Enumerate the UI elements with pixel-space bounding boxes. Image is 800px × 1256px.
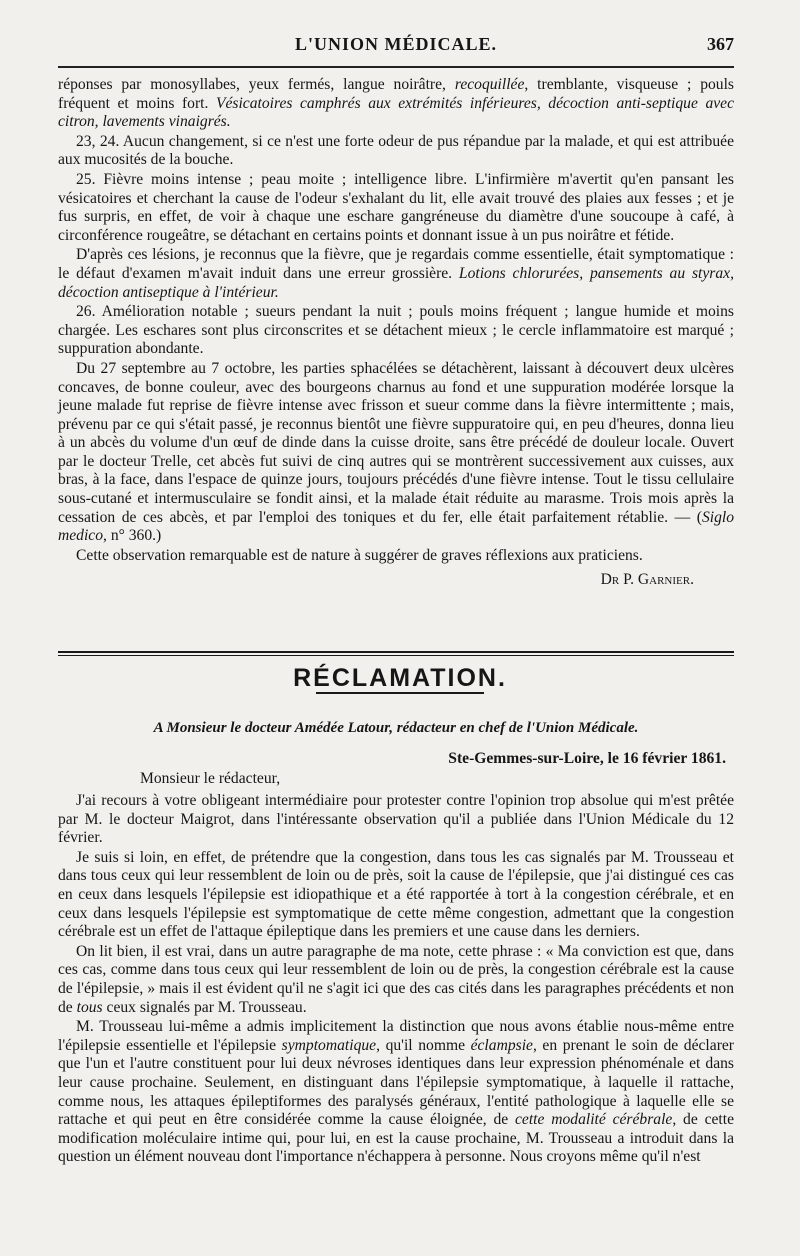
italic-text: cette modalité cérébrale	[514, 1111, 673, 1129]
text-run: , n° 360.)	[103, 527, 162, 545]
italic-text: éclampsie	[470, 1036, 533, 1054]
text-run: , tremblante, visqueuse ; pouls fréquent et moins fort.	[58, 76, 734, 112]
italic-text: tous	[76, 998, 103, 1016]
letter-date: Ste-Gemmes-sur-Loire, le 16 février 1861.	[448, 750, 726, 767]
page-number: 367	[707, 34, 734, 54]
obs-paragraph	[58, 246, 734, 302]
rec-paragraph	[58, 792, 734, 848]
text-run: , en prenant le soin de déclarer que l'un et l'autre constituent pour lui deux névroses identiques dans leur expression phénoménale et dans leur cause prochaine. Seulement, en distinguant dans l'épilepsie symptomatique, à laquelle il rattache, comme nous, les attaques épileptiformes des paralysés généraux, l'entité pathologique à laquelle elle se rattache et qui peut en être considérée comme la cause éloignée, de	[58, 1036, 734, 1129]
italic-text: Vésicatoires camphrés aux extrémités inférieures, décoction anti-septique avec citron, lavements vinaigrés.	[58, 94, 735, 131]
rec-paragraph	[58, 1018, 734, 1167]
obs-paragraph	[58, 133, 734, 170]
text-run: 26. Amélioration notable ; sueurs pendant la nuit ; pouls moins fréquent ; langue humide et moins chargée. Les eschares sont plus circonscrites et se détachent mieux ; le cercle inflammatoire est marqué ; suppuration abondante.	[58, 303, 734, 358]
obs-paragraph	[58, 76, 734, 132]
italic-text: symptomatique	[281, 1036, 377, 1054]
rec-paragraph	[58, 943, 734, 1017]
observation-text	[58, 76, 734, 590]
text-run: Cette observation remarquable est de nature à suggérer de graves réflexions aux praticiens.	[76, 546, 643, 564]
text-run: 25. Fièvre moins intense ; peau moite ; intelligence libre. L'infirmière m'avertit qu'en pansant les vésicatoires et cherchant la cause de l'odeur s'exhalant du lit, elle avait trouvé des plaies aux fesses ; et je fus surpris, en effet, de voir à chaque une eschare gangréneuse du diamètre d'une soucoupe à café, à circonférence rougeâtre, se détachant en certains points et donnant issue à un pus noirâtre et fétide.	[58, 170, 734, 244]
text-run: 23, 24. Aucun changement, si ce n'est une forte odeur de pus répandue par la malade, et qui est attribuée aux mucosités de la bouche.	[58, 132, 734, 169]
page-header	[56, 34, 736, 60]
text-run: ceux signalés par M. Trousseau.	[102, 998, 307, 1016]
reclamation-text	[58, 792, 734, 1167]
letter-address: A Monsieur le docteur Amédée Latour, rédacteur en chef de l'Union Médicale.	[153, 720, 639, 736]
author-signature: Dr P. Garnier.	[600, 571, 694, 589]
text-run: Je suis si loin, en effet, de prétendre que la congestion, dans tous les cas signalés par M. Trousseau et dans tous ceux qui leur ressemblent de loin ou de près, soit la cause de l'épilepsie, que j'ai distingué ces cas en ceux dans lesquels l'épilepsie est idiopathique et a été rapportée à tort à la congestion cérébrale, et en ceux dans lesquels l'épilepsie est symptomatique de cette même congestion, admettant que la congestion cérébrale est un effet de l'attaque épileptique dans les premiers et une cause dans les derniers.	[58, 848, 734, 941]
text-run: réponses par monosyllabes, yeux fermés, langue noirâtre,	[58, 76, 455, 93]
text-run: D'après ces lésions, je reconnus que la fièvre, que je regardais comme essentielle, était symptomatique : le défaut d'examen m'avait induit dans une erreur grossière.	[58, 246, 734, 282]
italic-text: Siglo medico	[58, 508, 734, 545]
text-run: , qu'il nomme	[376, 1036, 471, 1054]
text-run: , de cette modification moléculaire intime qui, pour lui, en est la cause prochaine, M. Trousseau a introduit dans la question un élément nouveau dont l'importance n'échappera à personne. Nous croyons même qu'il n'est	[58, 1111, 734, 1166]
section-title: RÉCLAMATION.	[293, 664, 507, 692]
obs-paragraph	[58, 171, 734, 245]
text-run: M. Trousseau lui-même a admis implicitement la distinction que nous avons établie nous-même entre l'épilepsie essentielle et l'épilepsie	[58, 1018, 734, 1054]
text-run: Du 27 septembre au 7 octobre, les parties sphacélées se détachèrent, laissant à découvert deux ulcères concaves, de bonne couleur, avec des bourgeons charnus au fond et une suppuration modérée lorsque la jeune malade fut reprise de fièvre intense avec frisson et sueur comme dans la fièvre intermittente ; mais, prévenu par ce qui s'était passé, je reconnus bientôt une fièvre suppuratoire qui, en peu d'heures, donna lieu à un abcès du volume d'un œuf de dinde dans la cuisse droite, sans être précédé de douleur locale. Ouvert par le docteur Trelle, cet abcès fut suivi de cinq autres qui se montrèrent successivement aux cuisses, aux bras, à la face, dans l'espace de quinze jours, toujours précédés d'une fièvre intense. Tout le tissu cellulaire sous-cutané et intermusculaire se fondit ainsi, et la malade était réduite au marasme. Trois mois après la cessation de ces abcès, et par l'emploi des toniques et du fer, elle était parfaitement rétablie. — (	[58, 359, 734, 526]
italic-text: recoquillée	[454, 76, 525, 93]
section-divider-thin	[58, 655, 734, 656]
salutation: Monsieur le rédacteur,	[140, 770, 281, 787]
header-rule	[58, 66, 734, 68]
text-run: J'ai recours à votre obligeant intermédiaire pour protester contre l'opinion trop absolue qui m'est prêtée par M. le docteur Maigrot, dans l'intéressante observation qu'il a publiée dans l'Union Médicale du 12 février.	[58, 792, 734, 847]
rec-paragraph	[58, 849, 734, 942]
section-divider	[58, 651, 734, 653]
text-run: On lit bien, il est vrai, dans un autre paragraphe de ma note, cette phrase : « Ma conviction est que, dans ces cas, comme dans tous ceux qui leur ressemblent de loin ou de près, la congestion cérébrale est la cause de l'épilepsie, » mais il est évident qu'il ne s'agit ici que des cas cités dans les paragraphes précédents et non de	[58, 942, 734, 1016]
running-title: L'UNION MÉDICALE.	[294, 34, 498, 54]
italic-text: Lotions chlorurées, pansements au styrax, décoction antiseptique à l'intérieur.	[58, 264, 734, 301]
obs-paragraph	[58, 547, 734, 566]
obs-paragraph	[58, 303, 734, 359]
title-underline	[316, 692, 484, 694]
obs-paragraph	[58, 360, 734, 546]
